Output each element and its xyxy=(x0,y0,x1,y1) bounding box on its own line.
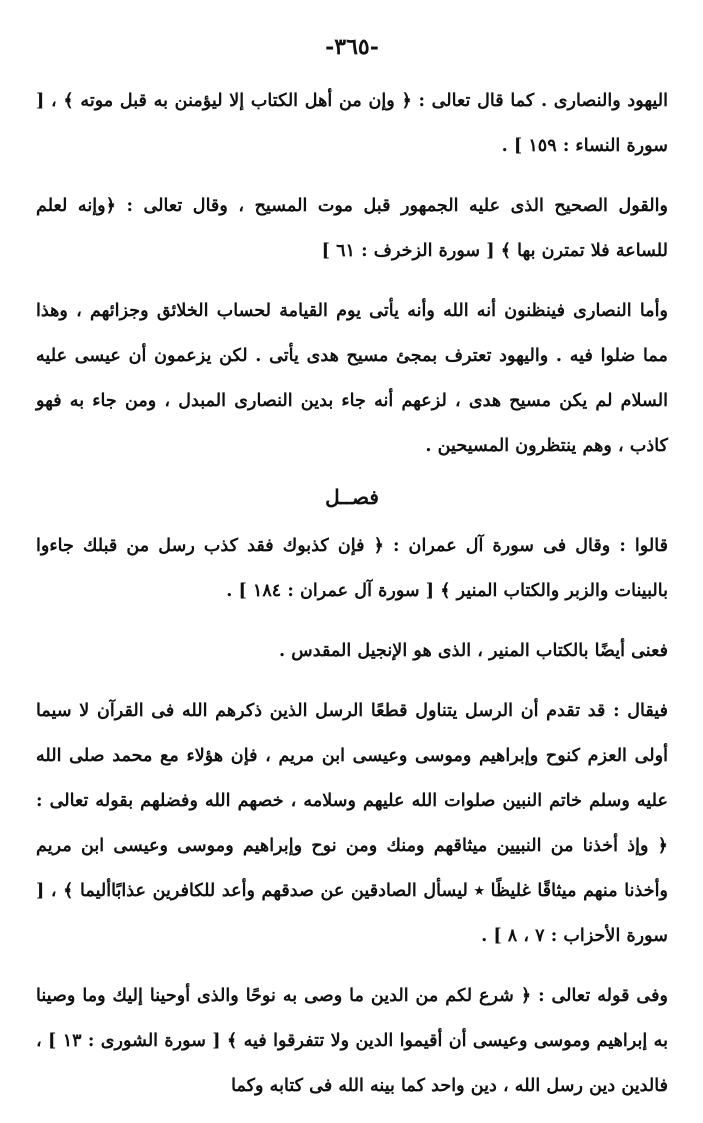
paragraph-illuminating-book: فعنى أيضًا بالكتاب المنير ، الذى هو الإنجيل المقدس . xyxy=(279,640,668,661)
paragraph-al-imran-verse: قالوا : وقال فى سورة آل عمران : ﴿ فإن كذبوك فقد كذب رسل من قبلك جاءوا بالبينات والزبر والكتاب المنير ﴾ [ سورة آل عمران : ١٨٤ ] . xyxy=(36,535,668,601)
paragraph-jews-christians-verse: اليهود والنصارى . كما قال تعالى : ﴿ وإن من أهل الكتاب إلا ليؤمنن به قبل موته ﴾ ، [ سورة النساء : ١٥٩ ] . xyxy=(36,90,668,156)
page-number: -٣٦٥- xyxy=(325,34,379,60)
section-heading: فصــل xyxy=(325,485,379,509)
document-page xyxy=(36,34,668,1123)
paragraph-shura-verse: وفى قوله تعالى : ﴿ شرع لكم من الدين ما وصى به نوحًا والذى أوحينا إليك وما وصينا به إبراهيم وموسى وعيسى أن أقيموا الدين ولا تتفرقوا فيه ﴾ [ سورة الشورى : ١٣ ] ، فالدين دين رسل الله ، دين واحد كما بينه الله فى كتابه وكما xyxy=(36,985,668,1096)
paragraph-correct-opinion: والقول الصحيح الذى عليه الجمهور قبل موت المسيح ، وقال تعالى : ﴿وإنه لعلم للساعة فلا تمترن بها ﴾ [ سورة الزخرف : ٦١ ] xyxy=(36,195,668,261)
paragraph-christians-belief: وأما النصارى فينظنون أنه الله وأنه يأتى يوم القيامة لحساب الخلائق وجزائهم ، وهذا مما ضلوا فيه . واليهود تعترف بمجئ مسيح هدى يأتى . لكن يزعمون أن عيسى عليه السلام لم يكن مسيح هدى ، لزعهم أنه جاء بدين النصارى المبدل ، ومن جاء به فهو كاذب ، وهم ينتظرون المسيحين . xyxy=(36,300,668,456)
paragraph-messengers-covenant: فيقال : قد تقدم أن الرسل يتناول قطعًا الرسل الذين ذكرهم الله فى القرآن لا سيما أولى العزم كنوح وإبراهيم وموسى وعيسى ابن مريم ، فإن هؤلاء مع محمد صلى الله عليه وسلم خاتم النبين صلوات الله عليهم وسلامه ، خصهم الله وفضلهم بقوله تعالى : ﴿ وإذ أخذنا من النبيين ميثاقهم ومنك ومن نوح وإبراهيم وموسى وعيسى ابن مريم وأخذنا منهم ميثاقًا غليظًا ٭ ليسأل الصادقين عن صدقهم وأعد للكافرين عذابًاأليما ﴾ ، [ سورة الأحزاب : ٧ ، ٨ ] . xyxy=(36,700,668,946)
